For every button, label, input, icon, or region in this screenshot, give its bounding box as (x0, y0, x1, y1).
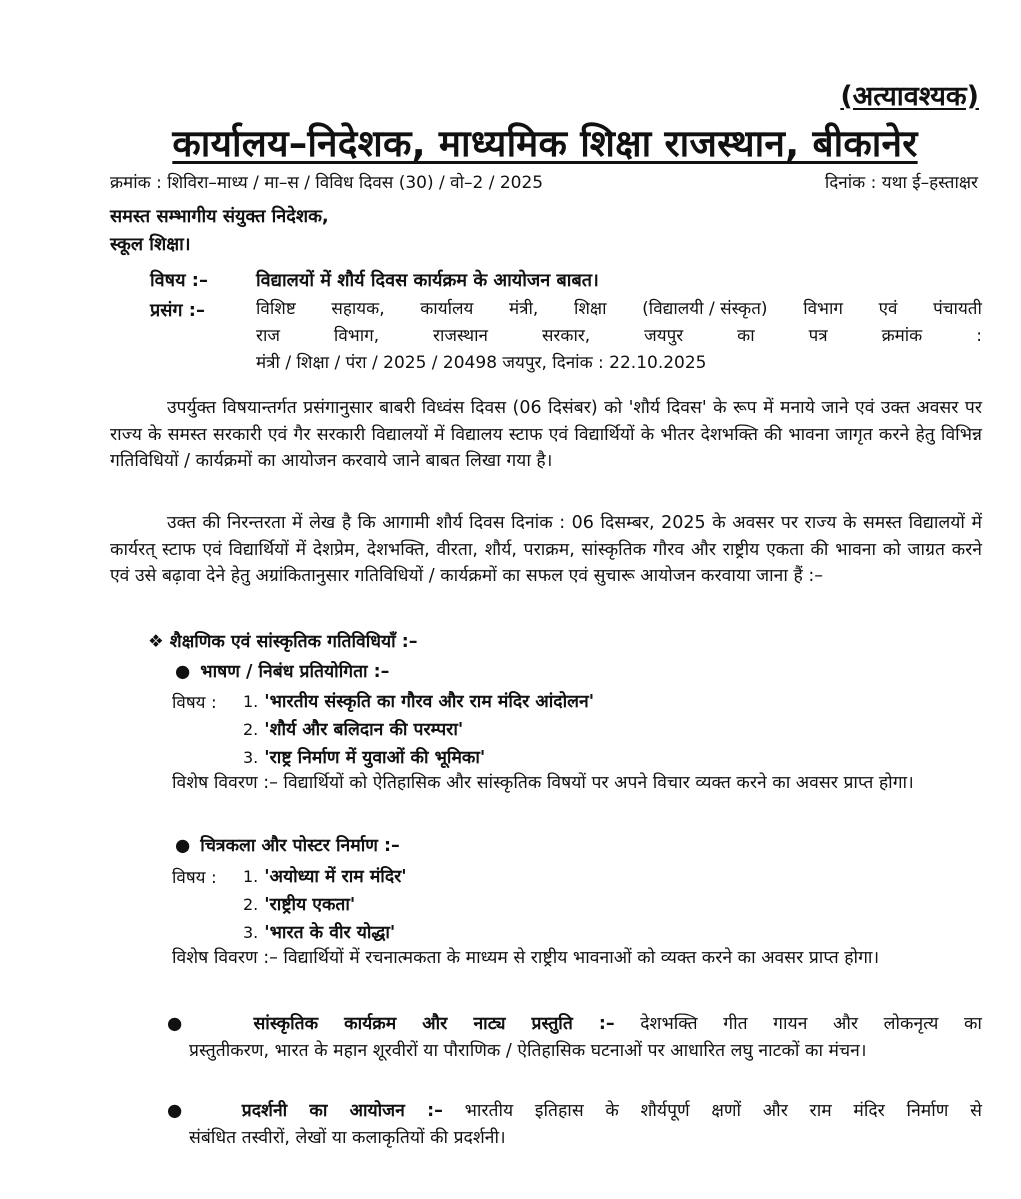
paragraph-1: उपर्युक्त विषयान्तर्गत प्रसंगानुसार बाबरी विध्वंस दिवस (06 दिसंबर) को 'शौर्य दिवस' के रूप में मनाये जाने एवं उक्त अवसर पर राज्य के समस्त सरकारी एवं गैर सरकारी विद्यालयों में विद्यालय स्टाफ एवं विद्यार्थियों के भीतर देशभक्ति की भावना जागृत करने हेतु विभिन्न गतिविधियों / कार्यक्रमों का आयोजन करवाये जाने बाबत लिखा गया है। (110, 398, 982, 471)
addressee-line-2: स्कूल शिक्षा। (110, 234, 191, 255)
letter-date: दिनांक : यथा ई–हस्ताक्षर (824, 173, 978, 193)
context-line-1: विशिष्ट सहायक, कार्यालय मंत्री, शिक्षा (विद्यालयी / संस्कृत) विभाग एवं पंचायती (256, 299, 982, 319)
cultural-bullet-item: ● सांस्कृतिक कार्यक्रम और नाट्य प्रस्तुति :– देशभक्ति गीत गायन और लोकनृत्य का प्रस्तुतीकरण, भारत के महान शूरवीरों या पौराणिक / ऐतिहासिक घटनाओं पर आधारित लघु नाटकों का मंचन। (167, 1014, 982, 1061)
context-line-2: राज विभाग, राजस्थान सरकार, जयपुर का पत्र क्रमांक : (256, 326, 982, 346)
bullet-icon: ● (175, 662, 191, 682)
painting-topic-2: 2. 'राष्ट्रीय एकता' (243, 895, 356, 915)
section-heading: ❖ शैक्षणिक एवं सांस्कृतिक गतिविधियाँ :– (148, 632, 418, 652)
reference-number: क्रमांक : शिविरा–माध्य / मा–स / विविध दिवस (30) / वो–2 / 2025 (110, 173, 544, 193)
office-heading: कार्यालय–निदेशक, माध्यमिक शिक्षा राजस्थान, बीकानेर (172, 122, 918, 165)
diamond-bullet-icon: ❖ (148, 632, 164, 652)
speech-topic-1: 1. 'भारतीय संस्कृति का गौरव और राम मंदिर आंदोलन' (243, 692, 595, 712)
speech-topic-3: 3. 'राष्ट्र निर्माण में युवाओं की भूमिका' (243, 748, 486, 768)
context-label: प्रसंग :– (150, 300, 206, 321)
painting-topic-1: 1. 'अयोध्या में राम मंदिर' (243, 867, 407, 887)
speech-detail: विशेष विवरण :– विद्यार्थियों को ऐतिहासिक और सांस्कृतिक विषयों पर अपने विचार व्यक्त करने का अवसर प्राप्त होगा। (172, 773, 914, 793)
painting-topic-3: 3. 'भारत के वीर योद्धा' (243, 923, 396, 943)
subject-text: विद्यालयों में शौर्य दिवस कार्यक्रम के आयोजन बाबत। (256, 270, 599, 291)
addressee-line-1: समस्त सम्भागीय संयुक्त निदेशक, (110, 206, 329, 227)
bullet-icon: ● (175, 836, 191, 856)
exhibition-bullet-item: ● प्रदर्शनी का आयोजन :– भारतीय इतिहास के शौर्यपूर्ण क्षणों और राम मंदिर निर्माण से संबंधित तस्वीरों, लेखों या कलाकृतियों की प्रदर्शनी। (167, 1101, 982, 1148)
subject-label: विषय :– (150, 270, 208, 291)
painting-detail: विशेष विवरण :– विद्यार्थियों में रचनात्मकता के माध्यम से राष्ट्रीय भावनाओं को व्यक्त करने का अवसर प्राप्त होगा। (172, 948, 880, 968)
bullet-icon: ● (167, 1101, 199, 1121)
context-line-3: मंत्री / शिक्षा / पंरा / 2025 / 20498 जयपुर, दिनांक : 22.10.2025 (256, 353, 707, 373)
speech-topics-label: विषय : (172, 693, 217, 713)
urgent-label: (अत्यावश्यक) (840, 81, 979, 112)
paragraph-2: उक्त की निरन्तरता में लेख है कि आगामी शौर्य दिवस दिनांक : 06 दिसम्बर, 2025 के अवसर पर राज्य के समस्त विद्यालयों में कार्यरत् स्टाफ एवं विद्यार्थियों में देशप्रेम, देशभक्ति, वीरता, शौर्य, पराक्रम, सांस्कृतिक गौरव और राष्ट्रीय एकता की भावना को जाग्रत करने एवं उसे बढ़ावा देने हेतु अग्रांकितानुसार गतिविधियों / कार्यक्रमों का सफल एवं सुचारू आयोजन करवाया जाना हैं :– (110, 513, 983, 586)
painting-bullet-item: ● चित्रकला और पोस्टर निर्माण :– (175, 836, 400, 856)
painting-topics-label: विषय : (172, 868, 217, 888)
speech-topic-2: 2. 'शौर्य और बलिदान की परम्परा' (243, 720, 464, 740)
context-text (256, 296, 982, 377)
speech-bullet-item: ● भाषण / निबंध प्रतियोगिता :– (175, 662, 390, 682)
bullet-icon: ● (167, 1014, 203, 1034)
